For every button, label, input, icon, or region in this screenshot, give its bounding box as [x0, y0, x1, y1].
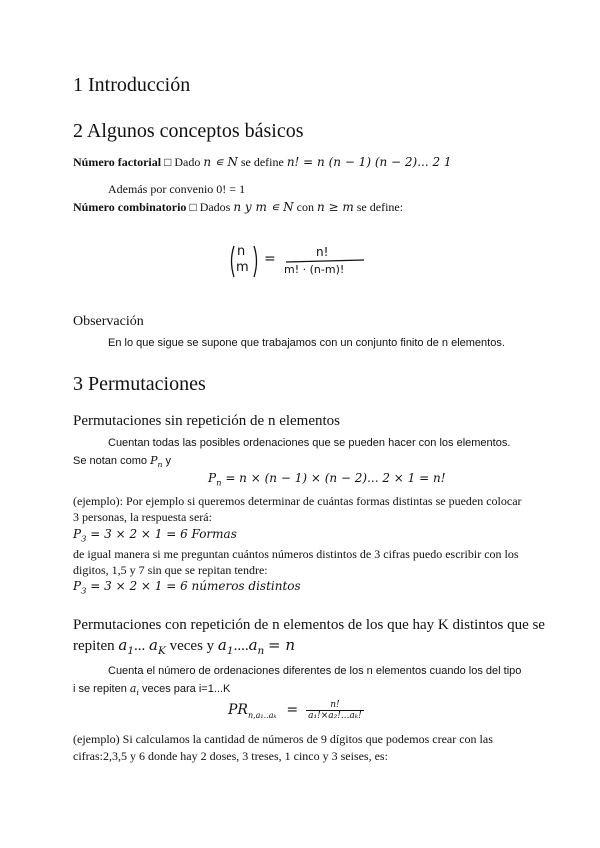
box-glyph-icon: □ [164, 155, 172, 169]
factorial-definition [73, 155, 452, 170]
observacion-title: Observación [73, 314, 144, 329]
factorial-formula: n! = n (n − 1) (n − 2)... 2 1 [286, 155, 452, 169]
handwritten-numerator: n! [316, 245, 329, 259]
perm-sin-y: y [165, 455, 171, 467]
factorial-label: Número factorial [73, 155, 162, 169]
factorial-note: Además por convenio 0! = 1 [108, 182, 246, 196]
factorial-intro: Dado [174, 155, 201, 169]
combinatorio-define: se define: [356, 200, 404, 214]
perm-con-line1: Cuenta el número de ordenaciones diferentes de los n elementos cuando los del tipo [108, 665, 522, 677]
perm-sin-example1-formula: $P_3 = 3 \times 2 \times 1 = 6$ Formas [73, 527, 237, 544]
perm-sin-line2 [73, 454, 171, 469]
combinatorio-label: Número combinatorio [73, 200, 187, 214]
section-heading-introduccion: 1 Introducción [73, 74, 191, 96]
perm-con-formula: $PR_{n,a_1..a_k}$ = $\frac{n!}{\text{a₁!×a₂!...aₖ!}}$ [228, 700, 362, 721]
factorial-condition: n ∊ N [203, 155, 238, 169]
box-glyph-icon: □ [189, 200, 197, 214]
section-heading-permutaciones: 3 Permutaciones [73, 373, 206, 395]
perm-con-title-line1: Permutaciones con repetición de n elementos de los que hay K distintos que se [73, 617, 545, 633]
perm-sin-notan: Se notan como [73, 455, 147, 467]
perm-sin-example2-a: de igual manera si me preguntan cuántos números distintos de 3 cifras puedo escribir con los [73, 547, 519, 561]
perm-sin-formula: $P_n = n \times (n - 1) \times (n - 2)$... 2 × 1 = n! [208, 471, 446, 488]
handwritten-combinatorial-formula [228, 243, 368, 279]
pn-symbol: $P_n$ [150, 454, 163, 470]
combinatorio-definition [73, 200, 403, 215]
binom-top: n [237, 244, 246, 259]
handwritten-equals: = [264, 251, 276, 267]
perm-sin-example1-b: 3 personas, la respuesta será: [73, 510, 212, 524]
perm-sin-line1: Cuentan todas las posibles ordenaciones que se pueden hacer con los elementos. [108, 437, 511, 449]
perm-con-example-line2: cifras:2,3,5 y 6 donde hay 2 doses, 3 treses, 1 cinco y 3 seises, es: [73, 749, 388, 763]
combinatorio-relation: n ≥ m [316, 200, 354, 214]
observacion-text: En lo que sigue se supone que trabajamos con un conjunto finito de n elementos. [108, 337, 505, 349]
perm-sin-title: Permutaciones sin repetición de n elementos [73, 413, 341, 429]
combinatorio-con: con [296, 200, 314, 214]
binom-bottom: m [236, 260, 249, 275]
combinatorio-condition: n y m ∊ N [233, 200, 294, 214]
combinatorio-intro: Dados [199, 200, 231, 214]
factorial-define: se define [240, 155, 284, 169]
perm-sin-example2-formula: $P_3 = 3 \times 2 \times 1 = 6$ números distintos [73, 579, 301, 596]
handwritten-denominator: m! · (n-m)! [284, 263, 345, 276]
section-heading-conceptos: 2 Algunos conceptos básicos [73, 120, 304, 142]
perm-sin-example2-b: digitos, 1,5 y 7 sin que se repitan tendre: [73, 563, 268, 577]
perm-con-title-line2: repiten $a_1$... $a_K$ veces y $a_1....a_n = n$ [73, 636, 296, 657]
perm-con-line2: i se repiten $a_i$ veces para i=1...K [73, 682, 231, 698]
perm-sin-example1-a: (ejemplo): Por ejemplo si queremos determinar de cuántas formas distintas se pueden colocar [73, 494, 522, 508]
perm-con-example-line1: (ejemplo) Si calculamos la cantidad de números de 9 dígitos que podemos crear con las [73, 732, 493, 746]
